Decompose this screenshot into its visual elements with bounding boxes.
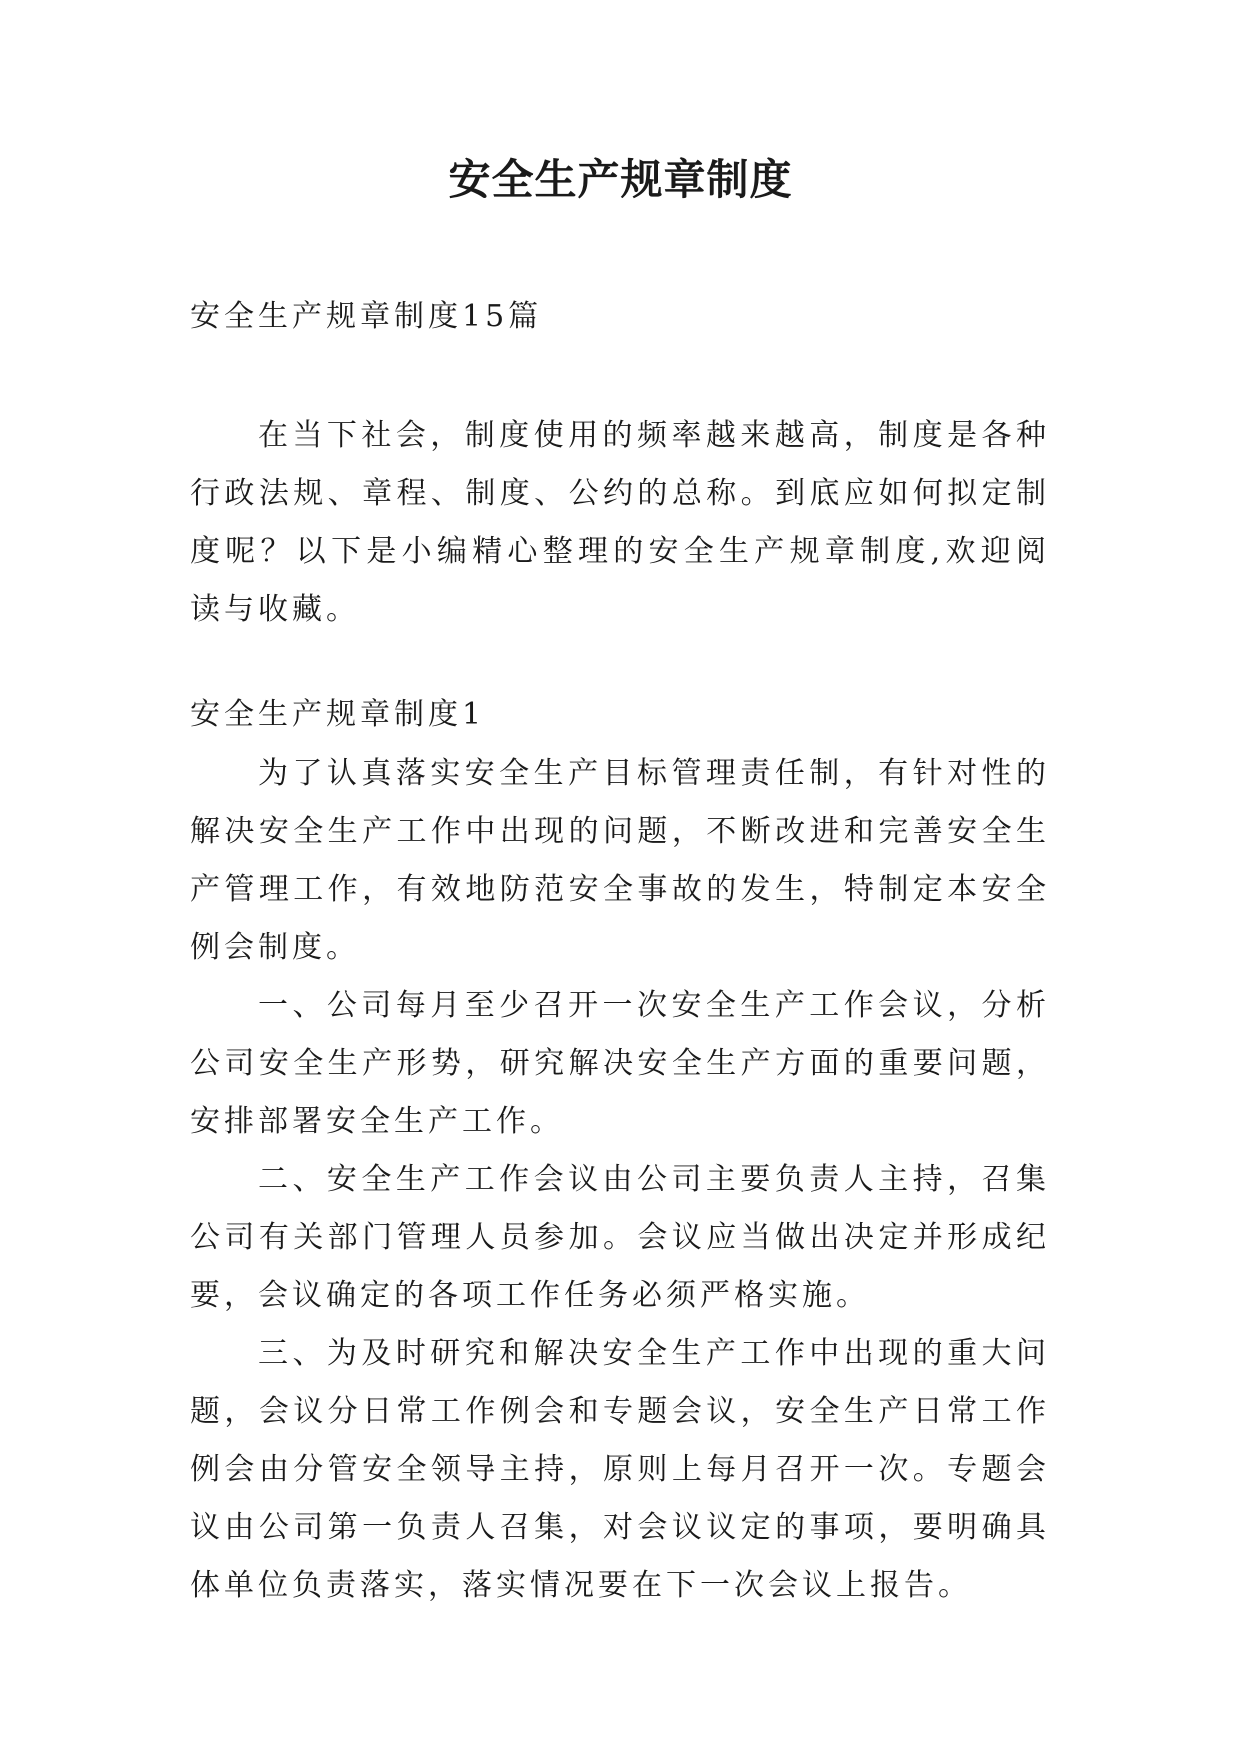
document-subtitle: 安全生产规章制度15篇 [190,299,543,334]
body-paragraph: 三、为及时研究和解决安全生产工作中出现的重大问题，会议分日常工作例会和专题会议，安全生产日常工作例会由分管安全领导主持，原则上每月召开一次。专题会议由公司第一负责人召集，对会议议定的事项，要明确具体单位负责落实，落实情况要在下一次会议上报告。 [190,1336,1050,1603]
document-title: 安全生产规章制度 [448,155,793,204]
intro-paragraph: 在当下社会，制度使用的频率越来越高，制度是各种行政法规、章程、制度、公约的总称。到底应如何拟定制度呢？以下是小编精心整理的安全生产规章制度,欢迎阅读与收藏。 [190,418,1050,627]
document-body [190,287,1050,1615]
body-paragraph: 二、安全生产工作会议由公司主要负责人主持，召集公司有关部门管理人员参加。会议应当做出决定并形成纪要，会议确定的各项工作任务必须严格实施。 [190,1162,1050,1313]
body-paragraph: 一、公司每月至少召开一次安全生产工作会议，分析公司安全生产形势，研究解决安全生产方面的重要问题，安排部署安全生产工作。 [190,988,1050,1139]
section-heading: 安全生产规章制度1 [190,697,486,732]
body-paragraph: 为了认真落实安全生产目标管理责任制，有针对性的解决安全生产工作中出现的问题，不断改进和完善安全生产管理工作，有效地防范安全事故的发生，特制定本安全例会制度。 [190,756,1050,965]
